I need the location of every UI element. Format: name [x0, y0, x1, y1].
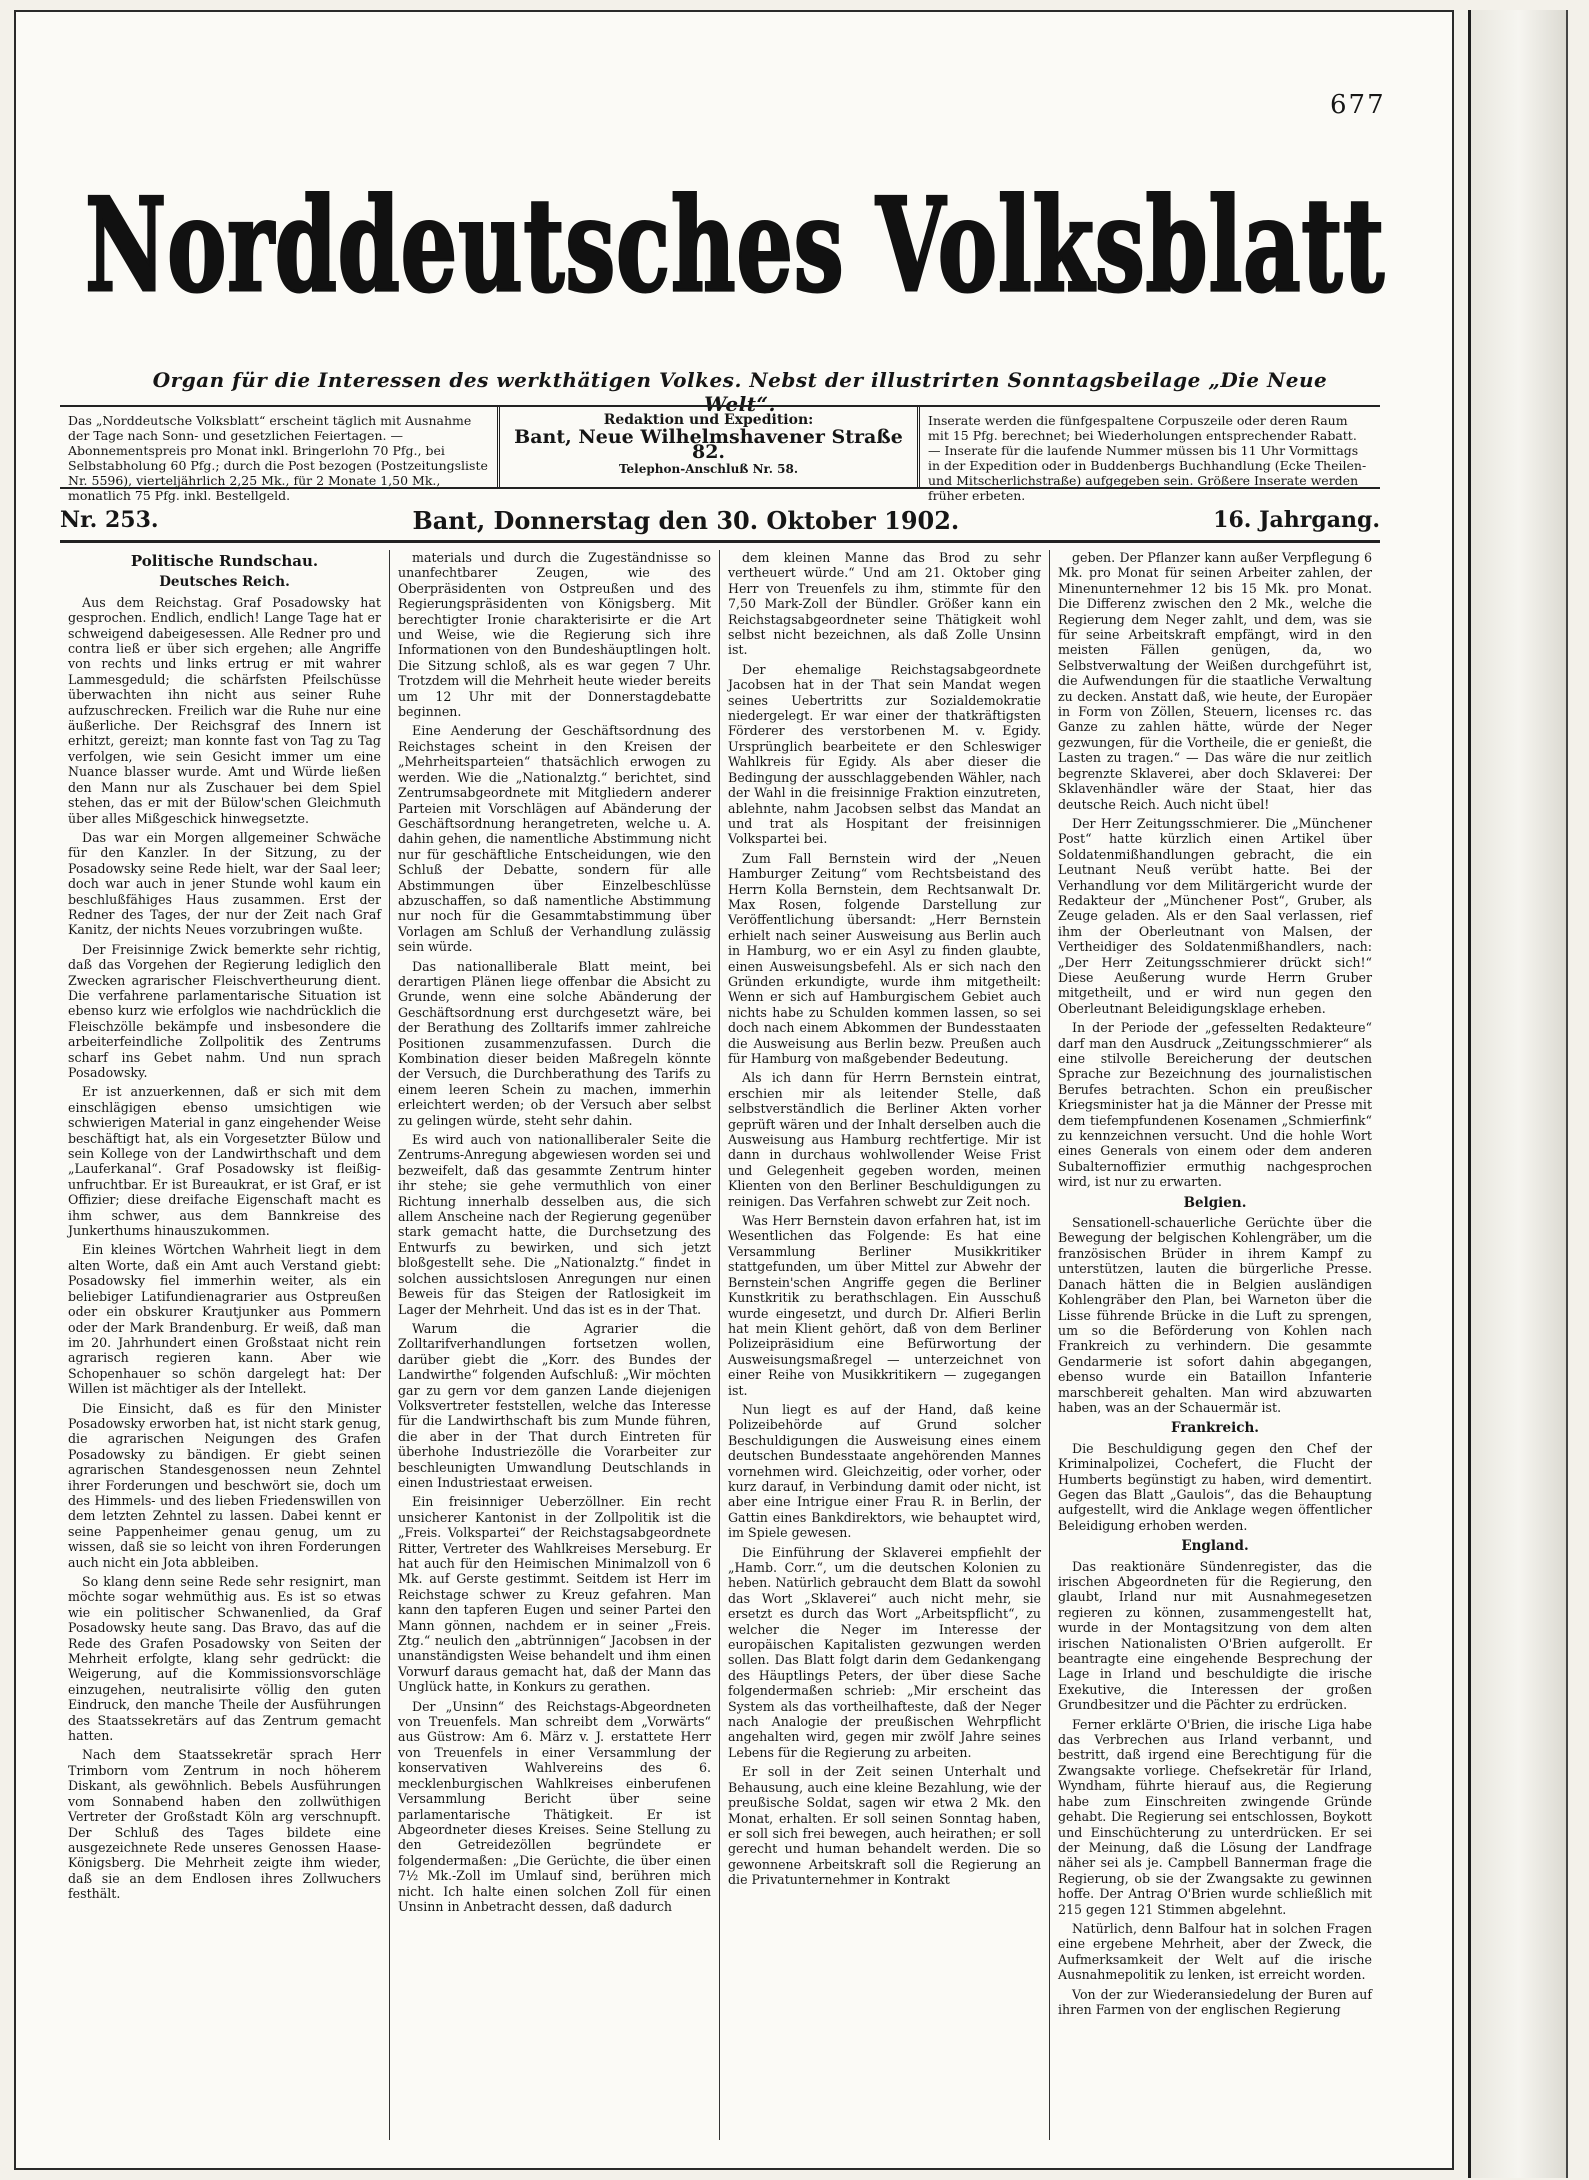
article-paragraph: Er soll in der Zeit seinen Unterhalt und Behausung, auch eine kleine Bezahlung, wie der preußische Soldat, sagen wir etwa 2 Mk. den Monat, erhalten. Er soll seinen Sonntag haben, er soll sich frei bewegen, auch heirathen; er soll gerecht und human behandelt werden. Die so gewonnene Arbeitskraft soll die Regierung an die Privatunternehmer in Kontrakt	[728, 1764, 1041, 1888]
section-heading: Frankreich.	[1171, 1420, 1259, 1437]
article-paragraph: geben. Der Pflanzer kann außer Verpflegung 6 Mk. pro Monat für seinen Arbeiter zahlen, der Minenunternehmer 12 bis 15 Mk. pro Monat. Die Differenz zwischen den 2 Mk., welche die Regierung dem Neger zahlt, und dem, was sie für seine Arbeitskraft empfängt, wird in den meisten Fällen genügen, da, wo Selbstverwaltung der Weißen durchgeführt ist, die Aufwendungen für die staatliche Verwaltung zu decken. Anstatt daß, wie heute, der Europäer in Form von Zöllen, Steuern, licenses rc. das Ganze zu zahlen hätte, würde der Neger gezwungen, für die Vortheile, die er genießt, die Lasten zu tragen.“ — Das wäre die nur zeitlich begrenzte Sklaverei, aber doch Sklaverei: Der Sklavenhändler wäre der Staat, hier das deutsche Reich. Auch nicht übel!	[1058, 550, 1372, 812]
section-heading: Belgien.	[1183, 1194, 1247, 1211]
article-paragraph: Ferner erklärte O'Brien, die irische Liga habe das Verbrechen aus Irland verbannt, und bestritt, daß irgend eine Berechtigung für die Zwangsakte vorliege. Chefsekretär für Irland, Wyndham, führte hierauf aus, die Regierung habe zum Einschreiten zwingende Gründe gehabt. Die Regierung sei entschlossen, Boykott und Einschüchterung zu unterdrücken. Er sei der Meinung, daß die Lösung der Landfrage näher sei als je. Campbell Bannerman frage die Regierung, ob sie der Zwangsakte zu gewinnen hoffe. Der Antrag O'Brien wurde schließlich mit 215 gegen 121 Stimmen abgelehnt.	[1058, 1716, 1372, 1917]
section-heading: England.	[1181, 1538, 1249, 1555]
article-paragraph: Die Einführung der Sklaverei empfiehlt der „Hamb. Corr.“, um die deutschen Kolonien zu heben. Natürlich gebraucht dem Blatt da sowohl das Wort „Sklaverei“ auch nicht mehr, sie ersetzt es durch das Wort „Arbeitspflicht“, zu welcher die Neger im Interesse der europäischen Kapitalisten gezwungen werden sollen. Das Blatt folgt darin dem Gedankengang des Häuptlings Peters, der über diese Sache folgendermaßen schrieb: „Mir erscheint das System als das vortheilhafteste, daß der Neger nach Analogie der preußischen Wehrpflicht angehalten wird, gegen mir zwölf Jahre seines Lebens für die Regierung zu arbeiten.	[728, 1544, 1041, 1760]
article-paragraph: Als ich dann für Herrn Bernstein eintrat, erschien mir als leitender Stelle, daß selbstverständlich die Berliner Akten vorher geprüft wären und der Inhalt derselben auch die Ausweisung aus Hamburg rechtfertige. Mir ist dann in durchaus wohlwollender Weise Frist und Gelegenheit gegeben worden, meinen Klienten von den Berliner Beschuldigungen zu reinigen. Das Verfahren schwebt zur Zeit noch.	[728, 1070, 1041, 1209]
masthead-title-text: Norddeutsches Volksblatt	[85, 171, 1385, 321]
editorial-office-label: Redaktion und Expedition:	[603, 412, 814, 428]
editorial-office-telephone: Telephon-Anschluß Nr. 58.	[618, 462, 799, 476]
article-paragraph: Das reaktionäre Sündenregister, das die irischen Abgeordneten für die Regierung, den glaubt, Irland nur mit Ausnahmegesetzen regieren zu können, zusammengestellt hat, wurde in der Montagsitzung von dem alten irischen Nationalisten O'Brien aufgerollt. Er beantragte eine eingehende Besprechung der Lage in Irland und beschuldigte die irische Exekutive, die Interessen der großen Grundbesitzer und die Pächter zu erdrücken.	[1058, 1558, 1372, 1713]
article-paragraph: So klang denn seine Rede sehr resignirt, man möchte sogar wehmüthig aus. Es ist so etwas wie ein politischer Schwanenlied, da Graf Posadowsky heute sang. Das Bravo, das auf die Rede des Grafen Posadowsky von Seiten der Mehrheit erfolgte, klang sehr gedrückt: die Weigerung, auf die Kommissionsvorschläge einzugehen, neutralisirte völlig den guten Eindruck, den manche Theile der Ausführungen des Staatssekretärs auf das Zentrum gemacht hatten.	[68, 1574, 381, 1744]
article-paragraph: Ein freisinniger Ueberzöllner. Ein recht unsicherer Kantonist in der Zollpolitik ist die „Freis. Volkspartei“ der Reichstagsabgeordnete Ritter, Vertreter des Wahlkreises Merseburg. Er hat auch für den Heimischen Minimalzoll von 6 Mk. auf Gerste gestimmt. Seitdem ist Herr im Reichstage schwer zu Kreuz gefahren. Man kann den tapferen Eugen und seiner Partei den Mann gönnen, nachdem er in seiner „Freis. Ztg.“ neulich den „abtrünnigen“ Jacobsen in der unanständigsten Weise behandelt und ihm einen Vorwurf daraus gemacht hat, daß der Mann das Unglück hatte, in Konkurs zu gerathen.	[398, 1494, 711, 1695]
masthead	[60, 140, 1410, 360]
column-3	[720, 550, 1050, 2140]
article-paragraph: Das war ein Morgen allgemeiner Schwäche für den Kanzler. In der Sitzung, zu der Posadowsky seine Rede hielt, war der Saal leer; doch war auch in jener Stunde wohl kaum ein beschlußfähiges Haus zusammen. Erst der Redner des Tages, der nur der Zeit nach Graf Kanitz, der nichts Neues vorzubringen wußte.	[68, 829, 381, 938]
editorial-office-info	[500, 407, 920, 487]
article-paragraph: Der „Unsinn“ des Reichstags-Abgeordneten von Treuenfels. Man schreibt dem „Vorwärts“ aus Güstrow: Am 6. März v. J. erstattete Herr von Treuenfels in einer Versammlung der konservativen Wahlvereins des 6. mecklenburgischen Wahlkreises einberufenen Versammlung Bericht über seine parlamentarische Thätigkeit. Er ist Abgeordneter dieses Kreises. Seine Stellung zu den Getreidezöllen begründete er folgendermaßen: „Die Gerüchte, die über einen 7½ Mk.-Zoll im Umlauf sind, berühren mich nicht. Ich halte einen solchen Zoll für einen Unsinn in Anbetracht dessen, daß dadurch	[398, 1698, 711, 1914]
issue-volume: 16. Jahrgang.	[1213, 507, 1380, 533]
article-paragraph: Ein kleines Wörtchen Wahrheit liegt in dem alten Worte, daß ein Amt auch Verstand giebt: Posadowsky fiel immerhin weiter, als ein beliebiger Latifundienagrarier aus Ostpreußen oder ein obskurer Krautjunker aus Pommern oder der Mark Brandenburg. Er weiß, daß man im 20. Jahrhundert einen Großstaat nicht rein agrarisch regieren kann. Aber wie Schopenhauer so schön dargelegt hat: Der Willen ist mächtiger als der Intellekt.	[68, 1242, 381, 1397]
column-1	[60, 550, 390, 2140]
article-paragraph: Das nationalliberale Blatt meint, bei derartigen Plänen liege offenbar die Absicht zu Grunde, wenn eine solche Abänderung der Geschäftsordnung erst durchgesetzt wäre, bei der Berathung des Zolltarifs immer zahlreiche Positionen zusammenzufassen. Durch die Kombination dieser beiden Maßregeln könnte der Versuch, die Durchberathung des Tarifs zu einem leeren Schein zu machen, immerhin erleichtert werden; ob der Versuch aber selbst zu gelingen würde, steht sehr dahin.	[398, 958, 711, 1128]
article-paragraph: Aus dem Reichstag. Graf Posadowsky hat gesprochen. Endlich, endlich! Lange Tage hat er schweigend dabeigesessen. Alle Redner pro und contra ließ er über sich ergehen; alle Angriffe von rechts und links ertrug er mit wahrer Lammesgeduld; die schärfsten Pfeilschüsse überwachten ihn nicht aus seiner Ruhe aufzuschrecken. Freilich war die Ruhe nur eine äußerliche. Der Reichsgraf des Innern ist erhitzt, gereizt; man konnte fast von Tag zu Tag verfolgen, wie sein Gesicht immer um eine Nuance blasser wurde. Amt und Würde ließen den Mann nur als Zuschauer bei dem Spiel stehen, das er mit der Bülow'schen Gleichmuth über alles Mißgeschick hinwegsetzte.	[68, 594, 381, 826]
article-columns	[60, 550, 1380, 2140]
article-paragraph: Der Freisinnige Zwick bemerkte sehr richtig, daß das Vorgehen der Regierung lediglich den Zwecken agrarischer Fleischvertheurung dient. Die verfahrene parlamentarische Situation ist ebenso kurz wie erfolglos wie nachdrücklich die Fleischzölle bekämpfe und insbesondere die arbeiterfeindliche Zollpolitik des Zentrums scharf ins Gebet nahm. Und nun sprach Posadowsky.	[68, 941, 381, 1080]
article-paragraph: Zum Fall Bernstein wird der „Neuen Hamburger Zeitung“ vom Rechtsbeistand des Herrn Kolla Bernstein, dem Rechtsanwalt Dr. Max Rosen, folgende Darstellung zur Veröffentlichung übersandt: „Herr Bernstein erhielt nach seiner Ausweisung aus Berlin auch in Hamburg, wo er ein Asyl zu finden glaubte, einen Ausweisungsbefehl. Als er sich nach den Gründen erkundigte, wurde ihm mitgetheilt: Wenn er sich auf Hamburgischem Gebiet auch nichts habe zu Schulden kommen lassen, so sei doch nach einem Abkommen der Bundesstaaten die Ausweisung aus Berlin bezw. Preußen auch für Hamburg von maßgebender Bedeutung.	[728, 850, 1041, 1066]
article-paragraph: dem kleinen Manne das Brod zu sehr vertheuert würde.“ Und am 21. Oktober ging Herr von Treuenfels zu ihm, stimmte für den 7,50 Mark-Zoll der Bündler. Größer kann ein Reichstagsabgeordneter seine Thätigkeit wohl selbst nicht bezeichnen, als daß Zolle Unsinn ist.	[728, 550, 1041, 658]
column-4	[1050, 550, 1380, 2140]
article-paragraph: Sensationell-schauerliche Gerüchte über die Bewegung der belgischen Kohlengräber, um die französischen Brüder in ihrem Kampf zu unterstützen, lauten die bürgerliche Presse. Danach hätten die in Belgien ausländigen Kohlengräber den Plan, bei Warneton über die Lisse führende Brücke in die Luft zu sprengen, um so die Beförderung von Kohlen nach Frankreich zu verhindern. Die gesammte Gendarmerie ist sofort dahin abgegangen, ebenso wurde ein Bataillon Infanterie marschbereit gehalten. Man wird abzuwarten haben, was an der Schauermär ist.	[1058, 1215, 1372, 1415]
article-paragraph: Nun liegt es auf der Hand, daß keine Polizeibehörde auf Grund solcher Beschuldigungen die Ausweisung eines einem deutschen Bundesstaate angehörenden Mannes vornehmen wird. Gleichzeitig, oder vorher, oder kurz darauf, in Verbindung damit oder nicht, ist aber eine Intrigue einer Frau R. in Berlin, der Gattin eines Bankdirektors, wie behauptet wird, im Spiele gewesen.	[728, 1401, 1041, 1541]
column-2	[390, 550, 720, 2140]
info-bar	[60, 405, 1380, 503]
article-paragraph: Nach dem Staatssekretär sprach Herr Trimborn vom Zentrum in noch höherem Diskant, als gewöhnlich. Bebels Ausführungen vom Sonnabend haben den zollwüthigen Vertreter der Großstadt Köln arg verschnupft. Der Schluß des Tages bildete eine ausgezeichnete Rede unseres Genossen Haase-Königsberg. Die Mehrheit zeigte ihm wieder, daß sie an dem Endlosen ihres Zollwuchers festhält.	[68, 1747, 381, 1902]
article-paragraph: Er ist anzuerkennen, daß er sich mit dem einschlägigen ebenso umsichtigen wie schwierigen Material in ganz eingehender Weise beschäftigt hat, als ein Vorgesetzter Bülow und sein Kollege von der Landwirthschaft und dem „Lauferkanal“. Graf Posadowsky ist fleißig-unfruchtbar. Er ist Bureaukrat, er ist Graf, er ist Offizier; diese dreifache Eigenschaft macht es ihm schwer, aus dem Bannkreise des Junkerthums hinauszukommen.	[68, 1084, 381, 1239]
article-paragraph: Der Herr Zeitungsschmierer. Die „Münchener Post“ hatte kürzlich einen Artikel über Soldatenmißhandlungen gebracht, die ein Leutnant Neuß verübt hatte. Bei der Verhandlung vor dem Militärgericht wurde der Redakteur der „Münchener Post“, Gruber, als Zeuge geladen. Als er den Saal verlassen, rief ihm der Oberleutnant von Malsen, der Vertheidiger des Soldatenmißhandlers, nach: „Der Herr Zeitungsschmierer drückt sich!“ Diese Aeußerung wurde Herrn Gruber mitgetheilt, und er wird nun gegen den Oberleutnant Beleidigungsklage erheben.	[1058, 815, 1372, 1016]
section-heading: Deutsches Reich.	[159, 574, 290, 591]
article-paragraph: materials und durch die Zugeständnisse so unanfechtbarer Zeugen, wie des Oberpräsidenten von Ostpreußen und des Regierungspräsidenten von Königsberg. Mit berechtigter Ironie charakterisirte er die Art und Weise, wie die Regierung sich ihre Informationen von den Bundeshäuptlingen holt. Die Sitzung schloß, als es war gegen 7 Uhr. Trotzdem will die Mehrheit heute wieder bereits um 12 Uhr mit der Donnerstagdebatte beginnen.	[398, 550, 711, 720]
section-heading: Politische Rundschau.	[130, 552, 319, 570]
article-paragraph: Die Einsicht, daß es für den Minister Posadowsky erworben hat, ist nicht stark genug, die agrarischen Neigungen des Grafen Posadowsky zu bändigen. Er giebt seinen agrarischen Standesgenossen neun Zehntel ihrer Forderungen und beschwört sie, doch um des Himmels- und des lieben Friedenswillen von dem letzten Zehntel zu lassen. Dabei kennt er seine Pappenheimer genau genug, um zu wissen, daß sie so leicht von ihren Forderungen auch nicht ein Jota abbleiben.	[68, 1400, 381, 1570]
issue-number: Nr. 253.	[60, 507, 159, 533]
masthead-tagline: Organ für die Interessen des werkthätigen Volkes. Nebst der illustrirten Sonntagsbeilage „Die Neue Welt“.	[152, 368, 1328, 416]
article-paragraph: Eine Aenderung der Geschäftsordnung des Reichstages scheint in den Kreisen der „Mehrheitsparteien“ thatsächlich erwogen zu werden. Wie die „Nationalztg.“ berichtet, sind Zentrumsabgeordnete mit Mitgliedern anderer Parteien mit Vorschlägen auf Abänderung der Geschäftsordnung herangetreten, welche u. A. dahin gehen, die namentliche Abstimmung nicht nur für geschäftliche Entscheidungen, wie den Schluß der Debatte, sondern für alle Abstimmungen über Einzelbeschlüsse abzuschaffen, so daß namentliche Abstimmung nur noch für die Gesammtabstimmung über Vorlagen am Schluß der Verhandlung zulässig sein würde.	[398, 723, 711, 955]
advertising-info: Inserate werden die fünfgespaltene Corpuszeile oder deren Raum mit 15 Pfg. berechnet; bei Wiederholungen entsprechender Rabatt. — Inserate für die laufende Nummer müssen bis 11 Uhr Vormittags in der Expedition oder in Buddenbergs Buchhandlung (Ecke Theilen- und Mitscherlichstraße) aufgegeben sein. Größere Inserate werden früher erbeten.	[928, 413, 1367, 503]
article-paragraph: In der Periode der „gefesselten Redakteure“ darf man den Ausdruck „Zeitungsschmierer“ als eine stilvolle Bereicherung der deutschen Sprache zur Bezeichnung des journalistischen Berufes betrachten. Schon ein preußischer Kriegsminister hat ja die Männer der Presse mit dem tiefempfundenen Kosenamen „Schmierfink“ zu kennzeichnen versucht. Und die hohle Wort eines Generals von einem oder dem anderen Subalternoffizier ermuthig nachgesprochen wird, ist nur zu erwarten.	[1058, 1020, 1372, 1190]
page-number: 677	[1330, 90, 1386, 120]
masthead-title	[60, 140, 1410, 360]
article-paragraph: Es wird auch von nationalliberaler Seite die Zentrums-Anregung abgewiesen worden sei und bezweifelt, daß das gesammte Zentrum hinter ihr stehe; sie gehe vermuthlich von einer Richtung innerhalb desselben aus, die sich allem Anscheine nach der Regierung gegenüber stark gemacht hatte, die Durchsetzung des Entwurfs zu bewirken, und sich jetzt bloßgestellt sehe. Die „Nationalztg.“ findet in solchen aussichtslosen Anregungen nur einen Beweis für das Steigen der Ratlosigkeit im Lager der Mehrheit. Und das ist es in der That.	[398, 1132, 711, 1317]
subscription-info: Das „Norddeutsche Volksblatt“ erscheint täglich mit Ausnahme der Tage nach Sonn- und gesetzlichen Feiertagen. — Abonnementspreis pro Monat inkl. Bringerlohn 70 Pfg., bei Selbstabholung 60 Pfg.; durch die Post bezogen (Postzeitungsliste Nr. 5596), vierteljährlich 2,25 Mk., für 2 Monate 1,50 Mk., monatlich 75 Pfg. inkl. Bestellgeld.	[60, 407, 500, 487]
article-paragraph: Was Herr Bernstein davon erfahren hat, ist im Wesentlichen das Folgende: Es hat eine Versammlung Berliner Musikkritiker stattgefunden, um über Mittel zur Abwehr der Bernstein'schen Angriffe gegen die Berliner Kunstkritik zu berathschlagen. Ein Ausschuß wurde eingesetzt, und durch Dr. Alfieri Berlin hat mein Klient gehört, daß von dem Berliner Polizeipräsidium eine Befürwortung der Ausweisungsmaßregel — unterzeichnet von einer Reihe von Musikkritikern — zugegangen ist.	[728, 1213, 1041, 1398]
article-paragraph: Von der zur Wiederansiedelung der Buren auf ihren Farmen von der englischen Regierung	[1058, 1986, 1372, 2017]
article-paragraph: Natürlich, denn Balfour hat in solchen Fragen eine ergebene Mehrheit, aber der Zweck, die Aufmerksamkeit der Welt auf die irische Ausnahmepolitik zu lenken, ist erreicht worden.	[1058, 1920, 1372, 1983]
issue-line	[60, 500, 1380, 543]
article-paragraph: Warum die Agrarier die Zolltarifverhandlungen fortsetzen wollen, darüber giebt die „Korr. des Bundes der Landwirthe“ folgenden Aufschluß: „Wir möchten gar zu gern vor dem ganzen Lande diejenigen Volksvertreter feststellen, welche das Interesse für die Landwirthschaft bis zum Munde führen, die aber in der That durch Eintreten für überhohe Industriezölle die Vorarbeiter zur beschleunigten Umwandlung Deutschlands in einen Industriestaat erweisen.	[398, 1320, 711, 1490]
issue-date: Bant, Donnerstag den 30. Oktober 1902.	[412, 505, 960, 535]
binding-edge	[1468, 10, 1568, 2178]
article-paragraph: Die Beschuldigung gegen den Chef der Kriminalpolizei, Cochefert, die Flucht der Humberts begünstigt zu haben, wird dementirt. Gegen das Blatt „Gaulois“, das die Behauptung aufgestellt, wird die Anklage wegen öffentlicher Beleidigung erhoben werden.	[1058, 1440, 1372, 1533]
editorial-office-address: Bant, Neue Wilhelmshavener Straße 82.	[514, 426, 903, 463]
article-paragraph: Der ehemalige Reichstagsabgeordnete Jacobsen hat in der That sein Mandat wegen seines Uebertritts zur Sozialdemokratie niedergelegt. Er war einer der thatkräftigsten Förderer des verstorbenen M. v. Egidy. Ursprünglich bearbeitete er den Schleswiger Wahlkreis für Egidy. Als aber dieser die Bedingung der ausschlaggebenden Wähler, nach der Wahl in die freisinnige Fraktion einzutreten, ablehnte, nahm Jacobsen selbst das Mandat an und trat als Hospitant der freisinnigen Volkspartei bei.	[728, 661, 1041, 847]
